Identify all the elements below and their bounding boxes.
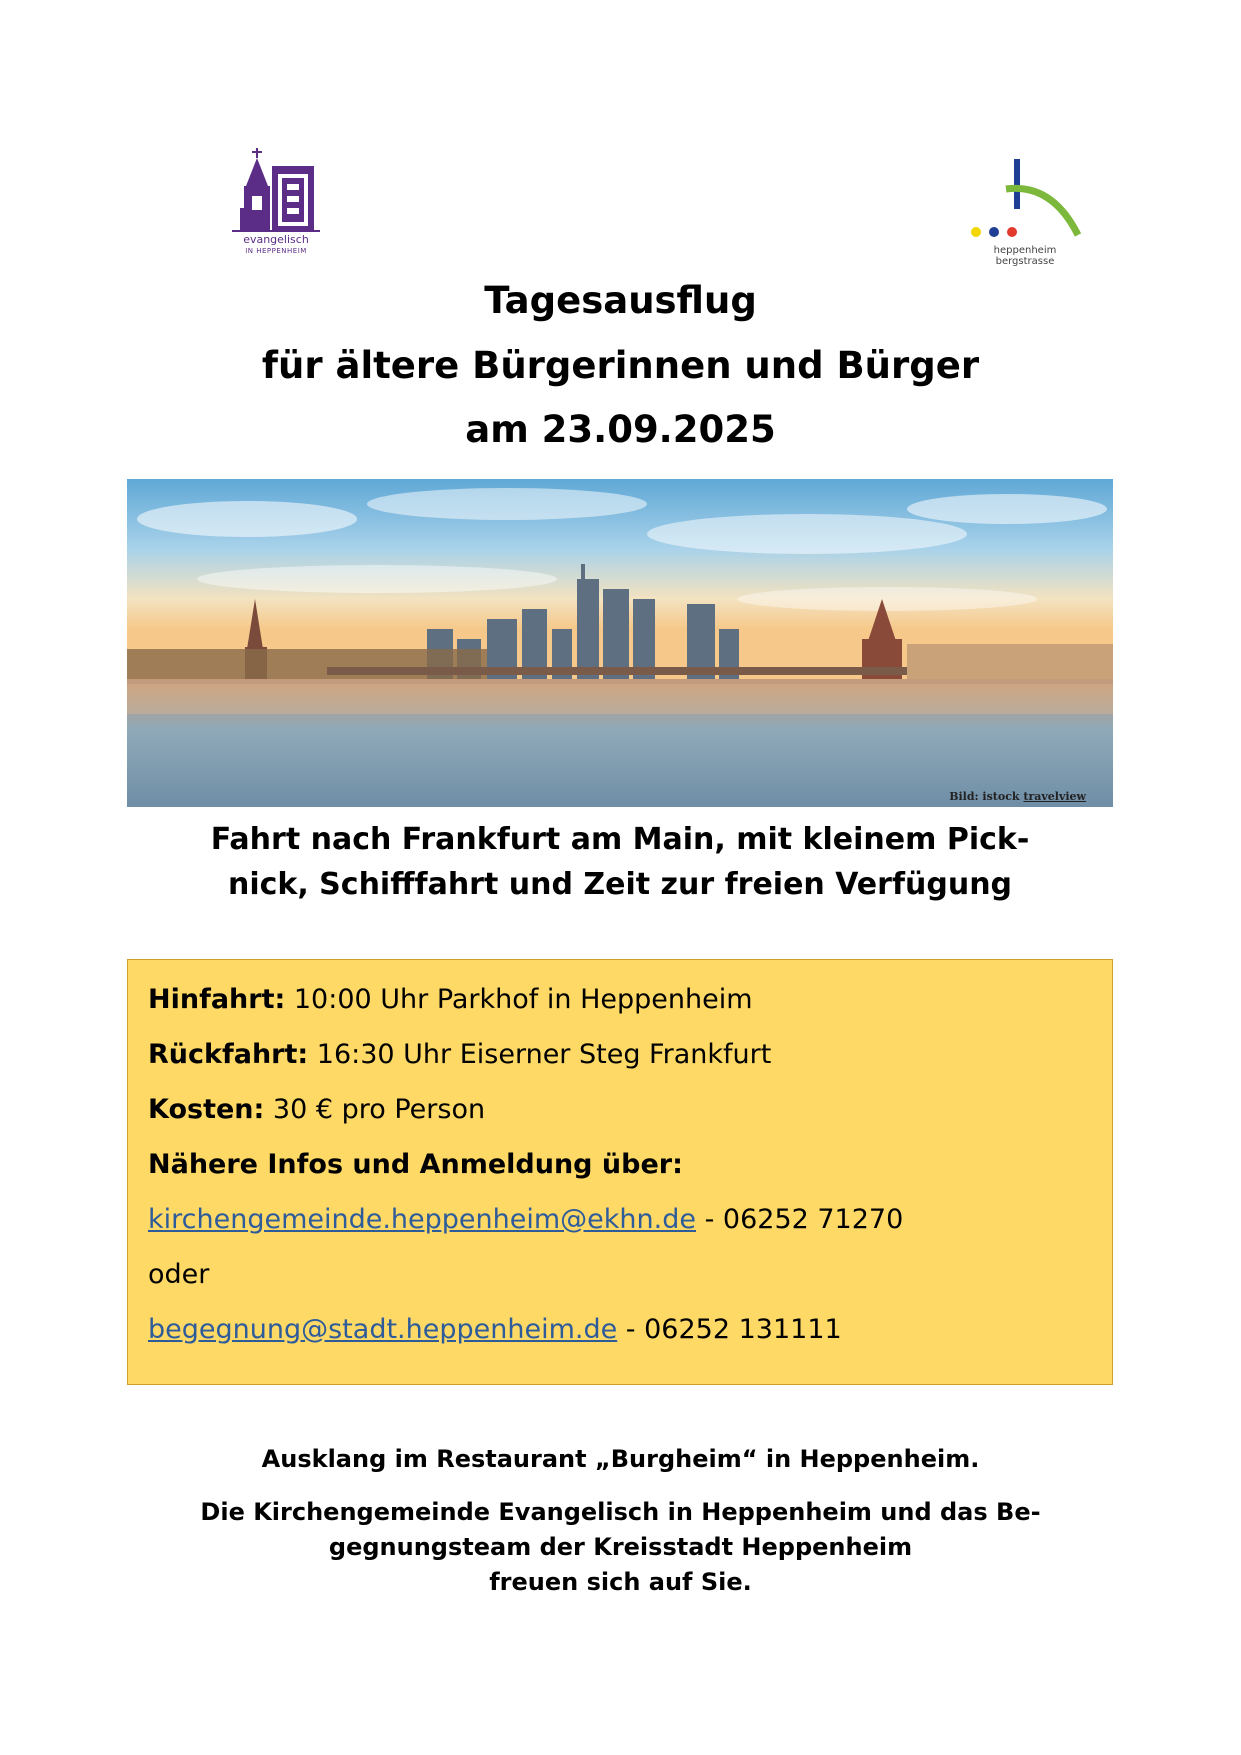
or-text: oder [148,1259,210,1290]
church-logo-icon [232,146,320,234]
title-line-2: für ältere Bürgerinnen und Bürger [261,344,980,387]
info-box [127,959,1113,1385]
logo-right-caption: heppenheim bergstrasse [993,245,1057,267]
rueckfahrt-label: Rückfahrt: [148,1039,309,1070]
logo-left-line2: IN HEPPENHEIM [245,247,307,255]
subheading-line-1: Fahrt nach Frankfurt am Main, mit kleinem Pick- [210,822,1030,857]
frankfurt-skyline-photo [127,479,1113,807]
logo-left-line1: evangelisch [243,233,309,246]
hinfahrt-line [148,983,753,1017]
email-link-church[interactable]: kirchengemeinde.heppenheim@ekhn.de [148,1204,696,1235]
title-line-1: Tagesausflug [484,279,757,322]
evangelisch-logo [232,146,320,260]
subheading-line-2: nick, Schifffahrt und Zeit zur freien Verfügung [227,867,1013,902]
kosten-value: 30 € pro Person [264,1094,486,1125]
closing-line-3: gegnungsteam der Kreisstadt Heppenheim [328,1533,913,1561]
closing-line-1: Ausklang im Restaurant „Burgheim“ in Heppenheim. [261,1445,980,1473]
contact-line-2 [148,1313,842,1347]
phone-city: - 06252 131111 [617,1314,842,1345]
heppenheim-logo-icon [968,155,1082,243]
photo-credit: Bild: istock travelview [949,790,1086,803]
closing-line-2: Die Kirchengemeinde Evangelisch in Heppenheim und das Be- [200,1498,1041,1526]
contact-line-1 [148,1203,903,1237]
contact-heading: Nähere Infos und Anmeldung über: [148,1149,683,1180]
email-link-city[interactable]: begegnung@stadt.heppenheim.de [148,1314,618,1345]
phone-church: - 06252 71270 [696,1204,904,1235]
hinfahrt-value: 10:00 Uhr Parkhof in Heppenheim [285,984,753,1015]
title-line-3: am 23.09.2025 [465,408,776,451]
heppenheim-logo [968,155,1082,267]
closing-line-4: freuen sich auf Sie. [489,1568,752,1596]
hinfahrt-label: Hinfahrt: [148,984,286,1015]
photo-credit-link[interactable]: travelview [1023,790,1086,803]
kosten-line [148,1093,485,1127]
rueckfahrt-line [148,1038,771,1072]
rueckfahrt-value: 16:30 Uhr Eiserner Steg Frankfurt [308,1039,772,1070]
kosten-label: Kosten: [148,1094,265,1125]
